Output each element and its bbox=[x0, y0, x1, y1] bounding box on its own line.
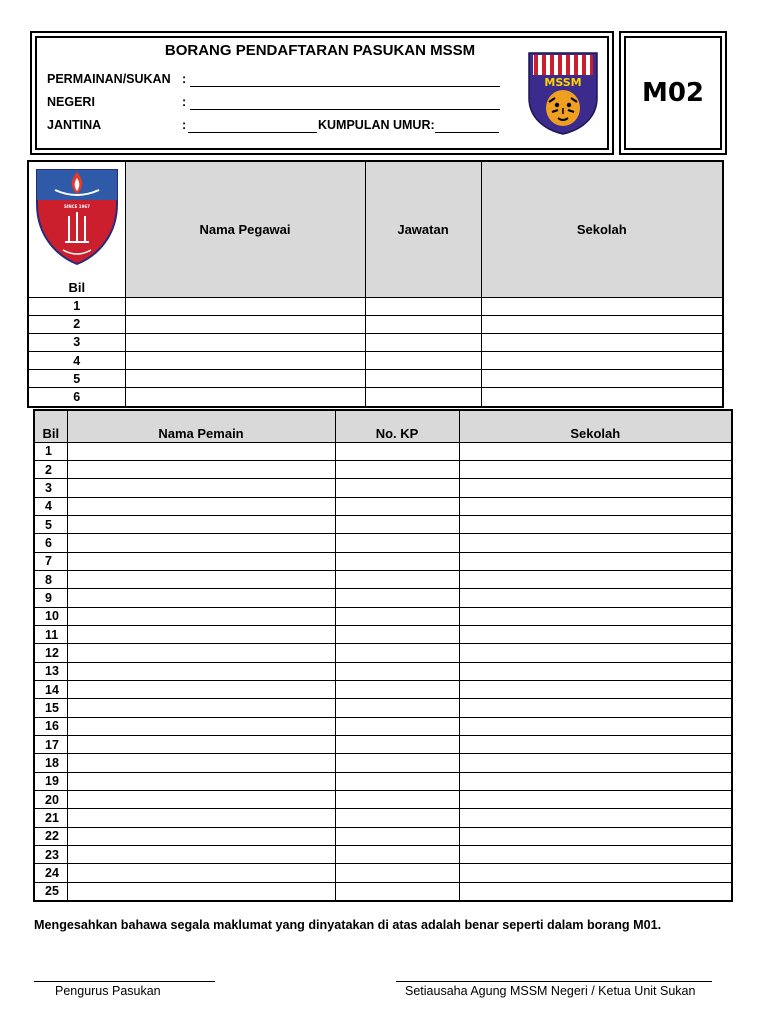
ic-number-cell[interactable] bbox=[335, 864, 459, 882]
school-cell[interactable] bbox=[481, 297, 723, 315]
school-cell[interactable] bbox=[459, 680, 732, 698]
ic-number-cell[interactable] bbox=[335, 460, 459, 478]
table-row bbox=[34, 589, 732, 607]
school-cell[interactable] bbox=[459, 497, 732, 515]
row-number: 2 bbox=[28, 315, 125, 333]
row-number: 8 bbox=[34, 570, 67, 588]
col-header-no-kp: No. KP bbox=[335, 410, 459, 442]
svg-text:SINCE 1967: SINCE 1967 bbox=[64, 204, 90, 209]
col-header-jawatan: Jawatan bbox=[365, 161, 481, 297]
state-colon: : bbox=[182, 95, 187, 109]
ic-number-cell[interactable] bbox=[335, 570, 459, 588]
players-table bbox=[33, 409, 733, 902]
row-number: 3 bbox=[28, 333, 125, 351]
ic-number-cell[interactable] bbox=[335, 515, 459, 533]
table-row bbox=[34, 552, 732, 570]
table-row bbox=[34, 827, 732, 845]
table-row bbox=[34, 442, 732, 460]
ic-number-cell[interactable] bbox=[335, 644, 459, 662]
player-name-cell[interactable] bbox=[67, 644, 335, 662]
player-name-cell[interactable] bbox=[67, 662, 335, 680]
player-name-cell[interactable] bbox=[67, 479, 335, 497]
position-cell[interactable] bbox=[365, 388, 481, 407]
row-number: 20 bbox=[34, 791, 67, 809]
table-row bbox=[28, 297, 723, 315]
position-cell[interactable] bbox=[365, 333, 481, 351]
officials-table bbox=[27, 160, 724, 408]
signature-label-left: Pengurus Pasukan bbox=[55, 984, 161, 998]
table-row bbox=[34, 864, 732, 882]
position-cell[interactable] bbox=[365, 297, 481, 315]
school-cell[interactable] bbox=[459, 754, 732, 772]
row-number: 19 bbox=[34, 772, 67, 790]
row-number: 3 bbox=[34, 479, 67, 497]
ic-number-cell[interactable] bbox=[335, 791, 459, 809]
school-cell[interactable] bbox=[459, 864, 732, 882]
school-cell[interactable] bbox=[481, 388, 723, 407]
row-number: 22 bbox=[34, 827, 67, 845]
mssm-logo-text: MSSM bbox=[544, 76, 582, 89]
col-header-bil bbox=[28, 161, 125, 297]
table-row bbox=[28, 388, 723, 407]
col-header-bil-label: Bil bbox=[68, 279, 86, 295]
form-code: M02 bbox=[624, 36, 722, 150]
ic-number-cell[interactable] bbox=[335, 809, 459, 827]
player-name-cell[interactable] bbox=[67, 699, 335, 717]
ic-number-cell[interactable] bbox=[335, 699, 459, 717]
position-cell[interactable] bbox=[365, 315, 481, 333]
player-name-cell[interactable] bbox=[67, 846, 335, 864]
col-header-bil: Bil bbox=[34, 410, 67, 442]
school-cell[interactable] bbox=[481, 315, 723, 333]
player-name-cell[interactable] bbox=[67, 754, 335, 772]
ic-number-cell[interactable] bbox=[335, 846, 459, 864]
school-cell[interactable] bbox=[459, 570, 732, 588]
gender-field[interactable] bbox=[188, 132, 317, 133]
signature-line-right[interactable] bbox=[396, 981, 712, 982]
ic-number-cell[interactable] bbox=[335, 717, 459, 735]
school-cell[interactable] bbox=[459, 515, 732, 533]
table-row bbox=[34, 791, 732, 809]
table-row bbox=[28, 333, 723, 351]
school-cell[interactable] bbox=[481, 333, 723, 351]
mssm-logo-icon bbox=[526, 50, 600, 136]
row-number: 9 bbox=[34, 589, 67, 607]
player-name-cell[interactable] bbox=[67, 534, 335, 552]
official-name-cell[interactable] bbox=[125, 333, 365, 351]
table-row bbox=[34, 809, 732, 827]
school-cell[interactable] bbox=[459, 882, 732, 901]
row-number: 14 bbox=[34, 680, 67, 698]
table-row bbox=[34, 625, 732, 643]
ic-number-cell[interactable] bbox=[335, 589, 459, 607]
school-cell[interactable] bbox=[459, 442, 732, 460]
player-name-cell[interactable] bbox=[67, 515, 335, 533]
official-name-cell[interactable] bbox=[125, 352, 365, 370]
table-row bbox=[34, 717, 732, 735]
col-header-nama-pemain: Nama Pemain bbox=[67, 410, 335, 442]
school-cell[interactable] bbox=[459, 791, 732, 809]
school-sports-crest-icon bbox=[35, 164, 119, 266]
row-number: 2 bbox=[34, 460, 67, 478]
official-name-cell[interactable] bbox=[125, 388, 365, 407]
ic-number-cell[interactable] bbox=[335, 552, 459, 570]
row-number: 21 bbox=[34, 809, 67, 827]
school-cell[interactable] bbox=[459, 662, 732, 680]
player-name-cell[interactable] bbox=[67, 791, 335, 809]
school-cell[interactable] bbox=[459, 846, 732, 864]
player-name-cell[interactable] bbox=[67, 736, 335, 754]
table-row bbox=[34, 754, 732, 772]
table-row bbox=[34, 699, 732, 717]
row-number: 4 bbox=[28, 352, 125, 370]
table-row bbox=[34, 479, 732, 497]
table-row bbox=[34, 882, 732, 901]
row-number: 11 bbox=[34, 625, 67, 643]
ic-number-cell[interactable] bbox=[335, 442, 459, 460]
table-row bbox=[34, 846, 732, 864]
row-number: 18 bbox=[34, 754, 67, 772]
table-row bbox=[34, 497, 732, 515]
ic-number-cell[interactable] bbox=[335, 882, 459, 901]
player-name-cell[interactable] bbox=[67, 442, 335, 460]
school-cell[interactable] bbox=[459, 589, 732, 607]
official-name-cell[interactable] bbox=[125, 315, 365, 333]
ic-number-cell[interactable] bbox=[335, 497, 459, 515]
row-number: 6 bbox=[28, 388, 125, 407]
player-name-cell[interactable] bbox=[67, 882, 335, 901]
ic-number-cell[interactable] bbox=[335, 772, 459, 790]
table-row bbox=[28, 370, 723, 388]
sport-label: PERMAINAN/SUKAN bbox=[47, 72, 171, 86]
school-cell[interactable] bbox=[459, 809, 732, 827]
ic-number-cell[interactable] bbox=[335, 534, 459, 552]
table-row bbox=[34, 570, 732, 588]
player-name-cell[interactable] bbox=[67, 460, 335, 478]
ic-number-cell[interactable] bbox=[335, 680, 459, 698]
row-number: 13 bbox=[34, 662, 67, 680]
school-cell[interactable] bbox=[459, 607, 732, 625]
table-row bbox=[34, 534, 732, 552]
state-field[interactable] bbox=[190, 109, 500, 110]
table-row bbox=[34, 460, 732, 478]
player-name-cell[interactable] bbox=[67, 717, 335, 735]
row-number: 15 bbox=[34, 699, 67, 717]
col-header-nama-pegawai: Nama Pegawai bbox=[125, 161, 365, 297]
col-header-sekolah: Sekolah bbox=[459, 410, 732, 442]
table-row bbox=[28, 315, 723, 333]
table-row bbox=[34, 607, 732, 625]
official-name-cell[interactable] bbox=[125, 297, 365, 315]
player-name-cell[interactable] bbox=[67, 497, 335, 515]
school-cell[interactable] bbox=[459, 644, 732, 662]
school-cell[interactable] bbox=[459, 460, 732, 478]
row-number: 1 bbox=[34, 442, 67, 460]
form-title: BORANG PENDAFTARAN PASUKAN MSSM bbox=[164, 42, 476, 59]
row-number: 25 bbox=[34, 882, 67, 901]
table-row bbox=[34, 662, 732, 680]
sport-field[interactable] bbox=[190, 86, 500, 87]
school-cell[interactable] bbox=[459, 717, 732, 735]
ic-number-cell[interactable] bbox=[335, 479, 459, 497]
player-name-cell[interactable] bbox=[67, 589, 335, 607]
player-name-cell[interactable] bbox=[67, 570, 335, 588]
ic-number-cell[interactable] bbox=[335, 625, 459, 643]
position-cell[interactable] bbox=[365, 352, 481, 370]
row-number: 6 bbox=[34, 534, 67, 552]
row-number: 7 bbox=[34, 552, 67, 570]
gender-label: JANTINA bbox=[47, 118, 102, 132]
table-row bbox=[34, 736, 732, 754]
gender-colon: : bbox=[182, 118, 187, 132]
school-cell[interactable] bbox=[481, 352, 723, 370]
player-name-cell[interactable] bbox=[67, 809, 335, 827]
row-number: 5 bbox=[34, 515, 67, 533]
row-number: 12 bbox=[34, 644, 67, 662]
age-group-label: KUMPULAN UMUR: bbox=[318, 118, 435, 132]
position-cell[interactable] bbox=[365, 370, 481, 388]
row-number: 17 bbox=[34, 736, 67, 754]
player-name-cell[interactable] bbox=[67, 625, 335, 643]
row-number: 4 bbox=[34, 497, 67, 515]
school-cell[interactable] bbox=[459, 625, 732, 643]
row-number: 16 bbox=[34, 717, 67, 735]
ic-number-cell[interactable] bbox=[335, 607, 459, 625]
signature-line-left[interactable] bbox=[34, 981, 215, 982]
row-number: 5 bbox=[28, 370, 125, 388]
school-cell[interactable] bbox=[459, 479, 732, 497]
school-cell[interactable] bbox=[459, 552, 732, 570]
school-cell[interactable] bbox=[459, 534, 732, 552]
signature-label-right: Setiausaha Agung MSSM Negeri / Ketua Unit Sukan bbox=[405, 984, 696, 998]
school-cell[interactable] bbox=[481, 370, 723, 388]
age-group-field[interactable] bbox=[435, 132, 499, 133]
school-cell[interactable] bbox=[459, 699, 732, 717]
ic-number-cell[interactable] bbox=[335, 754, 459, 772]
player-name-cell[interactable] bbox=[67, 607, 335, 625]
confirmation-statement: Mengesahkan bahawa segala maklumat yang dinyatakan di atas adalah benar seperti dalam borang M01. bbox=[34, 918, 662, 932]
school-cell[interactable] bbox=[459, 772, 732, 790]
row-number: 10 bbox=[34, 607, 67, 625]
table-row bbox=[34, 680, 732, 698]
table-row bbox=[28, 352, 723, 370]
player-name-cell[interactable] bbox=[67, 827, 335, 845]
ic-number-cell[interactable] bbox=[335, 827, 459, 845]
row-number: 23 bbox=[34, 846, 67, 864]
school-cell[interactable] bbox=[459, 827, 732, 845]
ic-number-cell[interactable] bbox=[335, 736, 459, 754]
player-name-cell[interactable] bbox=[67, 864, 335, 882]
row-number: 24 bbox=[34, 864, 67, 882]
player-name-cell[interactable] bbox=[67, 552, 335, 570]
school-cell[interactable] bbox=[459, 736, 732, 754]
official-name-cell[interactable] bbox=[125, 370, 365, 388]
sport-colon: : bbox=[182, 72, 187, 86]
table-row bbox=[34, 644, 732, 662]
player-name-cell[interactable] bbox=[67, 772, 335, 790]
col-header-sekolah: Sekolah bbox=[481, 161, 723, 297]
row-number: 1 bbox=[28, 297, 125, 315]
player-name-cell[interactable] bbox=[67, 680, 335, 698]
state-label: NEGERI bbox=[47, 95, 95, 109]
ic-number-cell[interactable] bbox=[335, 662, 459, 680]
table-row bbox=[34, 772, 732, 790]
table-row bbox=[34, 515, 732, 533]
